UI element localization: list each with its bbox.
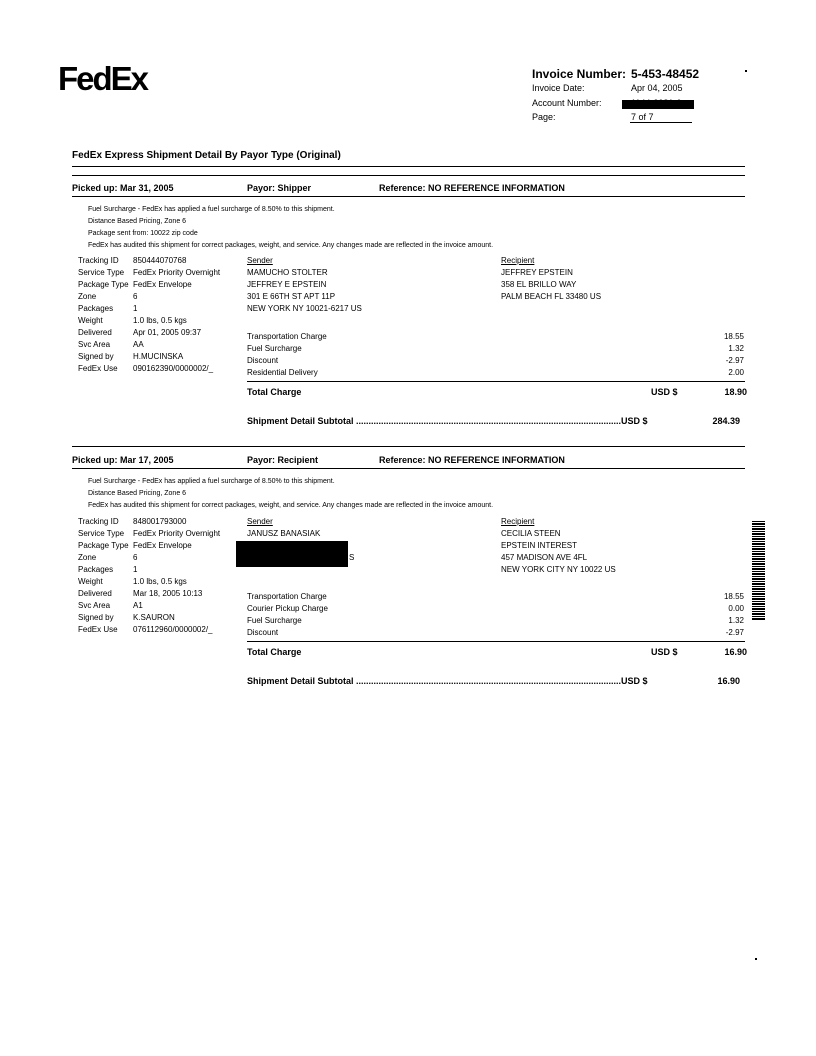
recipient-line: 358 EL BRILLO WAY bbox=[501, 280, 577, 289]
detail-value: 1 bbox=[133, 565, 138, 574]
account-number-redaction bbox=[622, 100, 694, 109]
detail-value: H.MUCINSKA bbox=[133, 352, 184, 361]
detail-label: Signed by bbox=[78, 613, 114, 622]
detail-label: Svc Area bbox=[78, 601, 111, 610]
recipient-line: CECILIA STEEN bbox=[501, 529, 561, 538]
detail-value: Apr 01, 2005 09:37 bbox=[133, 328, 202, 337]
account-number-label: Account Number: bbox=[532, 98, 602, 108]
section-divider bbox=[72, 446, 745, 447]
detail-label: Weight bbox=[78, 577, 103, 586]
recipient-line: 457 MADISON AVE 4FL bbox=[501, 553, 588, 562]
charge-label: Residential Delivery bbox=[247, 368, 318, 377]
detail-label: FedEx Use bbox=[78, 625, 118, 634]
detail-label: Weight bbox=[78, 316, 103, 325]
sender-label: Sender bbox=[247, 256, 273, 265]
page-mark bbox=[755, 958, 757, 960]
note: Fuel Surcharge - FedEx has applied a fuel surcharge of 8.50% to this shipment. bbox=[88, 206, 335, 213]
charge-amount: -2.97 bbox=[725, 628, 744, 637]
detail-value: 090162390/0000002/_ bbox=[133, 364, 214, 373]
charge-label: Fuel Surcharge bbox=[247, 344, 302, 353]
detail-label: Packages bbox=[78, 304, 114, 313]
detail-label: Delivered bbox=[78, 328, 112, 337]
charge-label: Transportation Charge bbox=[247, 332, 327, 341]
shipment-rule bbox=[72, 468, 745, 469]
detail-value: A1 bbox=[133, 601, 143, 610]
recipient-line: JEFFREY EPSTEIN bbox=[501, 268, 573, 277]
charge-label: Transportation Charge bbox=[247, 592, 327, 601]
reference: Reference: NO REFERENCE INFORMATION bbox=[379, 455, 565, 465]
invoice-date-label: Invoice Date: bbox=[532, 83, 585, 93]
barcode-graphic bbox=[752, 521, 765, 621]
sender-label: Sender bbox=[247, 517, 273, 526]
detail-value: FedEx Priority Overnight bbox=[133, 268, 221, 277]
total-label: Total Charge bbox=[247, 387, 302, 397]
subtotal-amount: 16.90 bbox=[717, 676, 740, 686]
charge-label: Discount bbox=[247, 356, 279, 365]
detail-label: Packages bbox=[78, 565, 114, 574]
charge-label: Discount bbox=[247, 628, 279, 637]
detail-value: 076112960/0000002/_ bbox=[133, 625, 213, 634]
recipient-line: EPSTEIN INTEREST bbox=[501, 541, 578, 550]
fedex-logo-text: FedEx bbox=[58, 60, 148, 96]
charge-amount: 1.32 bbox=[728, 344, 744, 353]
reference: Reference: NO REFERENCE INFORMATION bbox=[379, 183, 565, 193]
detail-value: 6 bbox=[133, 553, 138, 562]
detail-label: Tracking ID bbox=[78, 517, 119, 526]
note: Fuel Surcharge - FedEx has applied a fuel surcharge of 8.50% to this shipment. bbox=[88, 478, 335, 485]
recipient-label: Recipient bbox=[501, 517, 535, 526]
detail-label: Package Type bbox=[78, 541, 129, 550]
sender-line: JANUSZ BANASIAK bbox=[247, 529, 321, 538]
detail-value: 848001793000 bbox=[133, 517, 187, 526]
detail-value: 1.0 lbs, 0.5 kgs bbox=[133, 577, 187, 586]
total-label: Total Charge bbox=[247, 647, 302, 657]
charge-label: Courier Pickup Charge bbox=[247, 604, 328, 613]
total-currency: USD $ bbox=[651, 647, 678, 657]
title-rule-2 bbox=[72, 175, 745, 176]
detail-value: 6 bbox=[133, 292, 138, 301]
sender-line: NEW YORK NY 10021-6217 US bbox=[247, 304, 362, 313]
sender-line: 301 E 66TH ST APT 11P bbox=[247, 292, 336, 301]
note: FedEx has audited this shipment for correct packages, weight, and service. Any changes made are reflected in the invoice amount. bbox=[88, 242, 494, 249]
page-number: 7 of 7 bbox=[631, 112, 654, 122]
charge-amount: -2.97 bbox=[725, 356, 744, 365]
detail-value: 1.0 lbs, 0.5 kgs bbox=[133, 316, 187, 325]
picked-up: Picked up: Mar 17, 2005 bbox=[72, 455, 174, 465]
sender-line: JEFFREY E EPSTEIN bbox=[247, 280, 327, 289]
subtotal-label: Shipment Detail Subtotal ..........................................................................................................USD $ bbox=[247, 416, 648, 426]
total-currency: USD $ bbox=[651, 387, 678, 397]
detail-label: Tracking ID bbox=[78, 256, 119, 265]
detail-value: FedEx Envelope bbox=[133, 280, 192, 289]
detail-label: Signed by bbox=[78, 352, 114, 361]
page-underline bbox=[630, 122, 692, 123]
sender-address-redaction bbox=[236, 541, 348, 567]
charge-label: Fuel Surcharge bbox=[247, 616, 302, 625]
charge-amount: 0.00 bbox=[728, 604, 744, 613]
recipient-line: PALM BEACH FL 33480 US bbox=[501, 292, 602, 301]
detail-label: Zone bbox=[78, 553, 97, 562]
corner-mark bbox=[745, 70, 747, 72]
subtotal-amount: 284.39 bbox=[712, 416, 740, 426]
detail-label: Svc Area bbox=[78, 340, 111, 349]
recipient-label: Recipient bbox=[501, 256, 535, 265]
total-amount: 18.90 bbox=[724, 387, 747, 397]
payor: Payor: Shipper bbox=[247, 183, 312, 193]
note: FedEx has audited this shipment for correct packages, weight, and service. Any changes made are reflected in the invoice amount. bbox=[88, 502, 494, 509]
detail-label: Package Type bbox=[78, 280, 129, 289]
detail-value: AA bbox=[133, 340, 144, 349]
total-rule bbox=[247, 641, 745, 642]
detail-value: K.SAURON bbox=[133, 613, 175, 622]
charge-amount: 1.32 bbox=[728, 616, 744, 625]
payor: Payor: Recipient bbox=[247, 455, 319, 465]
note: Distance Based Pricing, Zone 6 bbox=[88, 218, 187, 225]
sender-line-tail: S bbox=[349, 553, 355, 562]
subtotal-label: Shipment Detail Subtotal ..........................................................................................................USD $ bbox=[247, 676, 648, 686]
picked-up: Picked up: Mar 31, 2005 bbox=[72, 183, 174, 193]
page-title: FedEx Express Shipment Detail By Payor Type (Original) bbox=[72, 150, 341, 161]
charge-amount: 2.00 bbox=[728, 368, 744, 377]
shipment-rule bbox=[72, 196, 745, 197]
page-label: Page: bbox=[532, 112, 556, 122]
total-amount: 16.90 bbox=[724, 647, 747, 657]
charge-amount: 18.55 bbox=[723, 592, 744, 601]
detail-value: Mar 18, 2005 10:13 bbox=[133, 589, 203, 598]
total-rule bbox=[247, 381, 745, 382]
detail-label: Zone bbox=[78, 292, 97, 301]
note: Distance Based Pricing, Zone 6 bbox=[88, 490, 187, 497]
sender-line: MAMUCHO STOLTER bbox=[247, 268, 328, 277]
detail-label: FedEx Use bbox=[78, 364, 118, 373]
invoice-date: Apr 04, 2005 bbox=[631, 83, 683, 93]
invoice-number-label: Invoice Number: bbox=[532, 67, 627, 81]
detail-value: 850444070768 bbox=[133, 256, 187, 265]
note: Package sent from: 10022 zip code bbox=[88, 230, 198, 237]
fedex-logo bbox=[58, 60, 168, 96]
detail-value: 1 bbox=[133, 304, 138, 313]
detail-label: Delivered bbox=[78, 589, 112, 598]
detail-value: FedEx Priority Overnight bbox=[133, 529, 221, 538]
detail-label: Service Type bbox=[78, 268, 125, 277]
invoice-number: 5-453-48452 bbox=[631, 67, 700, 81]
title-rule-1 bbox=[72, 166, 745, 167]
recipient-line: NEW YORK CITY NY 10022 US bbox=[501, 565, 616, 574]
charge-amount: 18.55 bbox=[723, 332, 744, 341]
detail-value: FedEx Envelope bbox=[133, 541, 192, 550]
detail-label: Service Type bbox=[78, 529, 125, 538]
